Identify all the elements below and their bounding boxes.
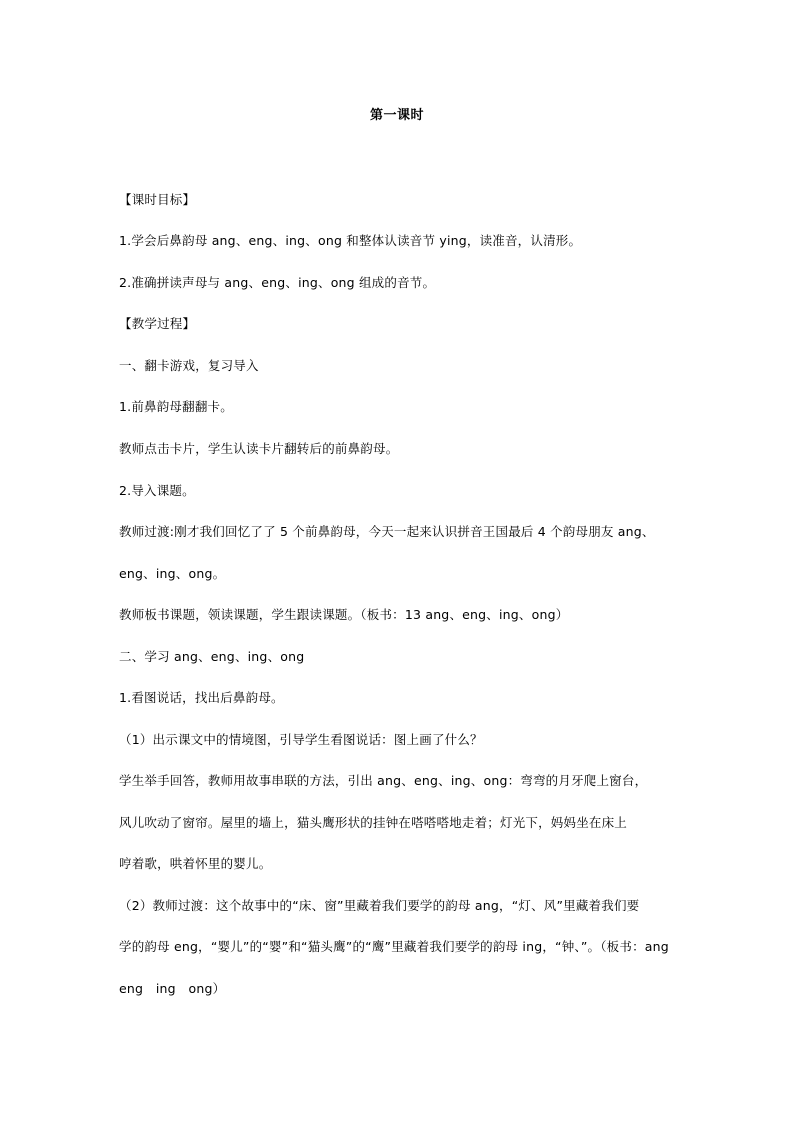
paragraph-line: eng ing ong） (119, 981, 226, 996)
page-title: 第一课时 (369, 108, 424, 123)
paragraph-line: 学的韵母 eng，“婴儿”的“婴”和“猫头鹰”的“鹰”里藏着我们要学的韵母 ing，“钟、”。（板书：ang (119, 939, 669, 954)
objective-item: 1.学会后鼻韵母 ang、eng、ing、ong 和整体认读音节 ying，读准音，认清形。 (119, 233, 582, 248)
paragraph-line: 2.导入课题。 (119, 483, 195, 498)
paragraph-line: 教师板书课题，领读课题，学生跟读课题。（板书：13 ang、eng、ing、ong） (119, 607, 569, 622)
paragraph-line: 学生举手回答，教师用故事串联的方法，引出 ang、eng、ing、ong：弯弯的月牙爬上窗台， (119, 773, 648, 788)
section-heading-process: 【教学过程】 (119, 316, 196, 331)
section-heading-objectives: 【课时目标】 (119, 192, 196, 207)
paragraph-line: （1）出示课文中的情境图，引导学生看图说话：图上画了什么？ (119, 732, 483, 747)
paragraph-line: （2）教师过渡：这个故事中的“床、窗”里藏着我们要学的韵母 ang，“灯、风”里藏着我们要 (119, 898, 640, 913)
paragraph-line: 哼着歌，哄着怀里的婴儿。 (119, 856, 272, 871)
paragraph-line: 1.看图说话，找出后鼻韵母。 (119, 690, 284, 705)
paragraph-line: 风儿吹动了窗帘。屋里的墙上，猫头鹰形状的挂钟在嗒嗒嗒地走着；灯光下，妈妈坐在床上 (119, 815, 628, 830)
paragraph-line: 教师过渡:刚才我们回忆了了 5 个前鼻韵母，今天一起来认识拼音王国最后 4 个韵母朋友 ang、 (119, 524, 655, 539)
step-heading: 一、翻卡游戏，复习导入 (119, 358, 259, 373)
objective-item: 2.准确拼读声母与 ang、eng、ing、ong 组成的音节。 (119, 275, 436, 290)
paragraph-line: eng、ing、ong。 (119, 566, 226, 581)
paragraph-line: 1.前鼻韵母翻翻卡。 (119, 399, 233, 414)
paragraph-line: 教师点击卡片，学生认读卡片翻转后的前鼻韵母。 (119, 441, 399, 456)
step-heading: 二、学习 ang、eng、ing、ong (119, 649, 305, 664)
